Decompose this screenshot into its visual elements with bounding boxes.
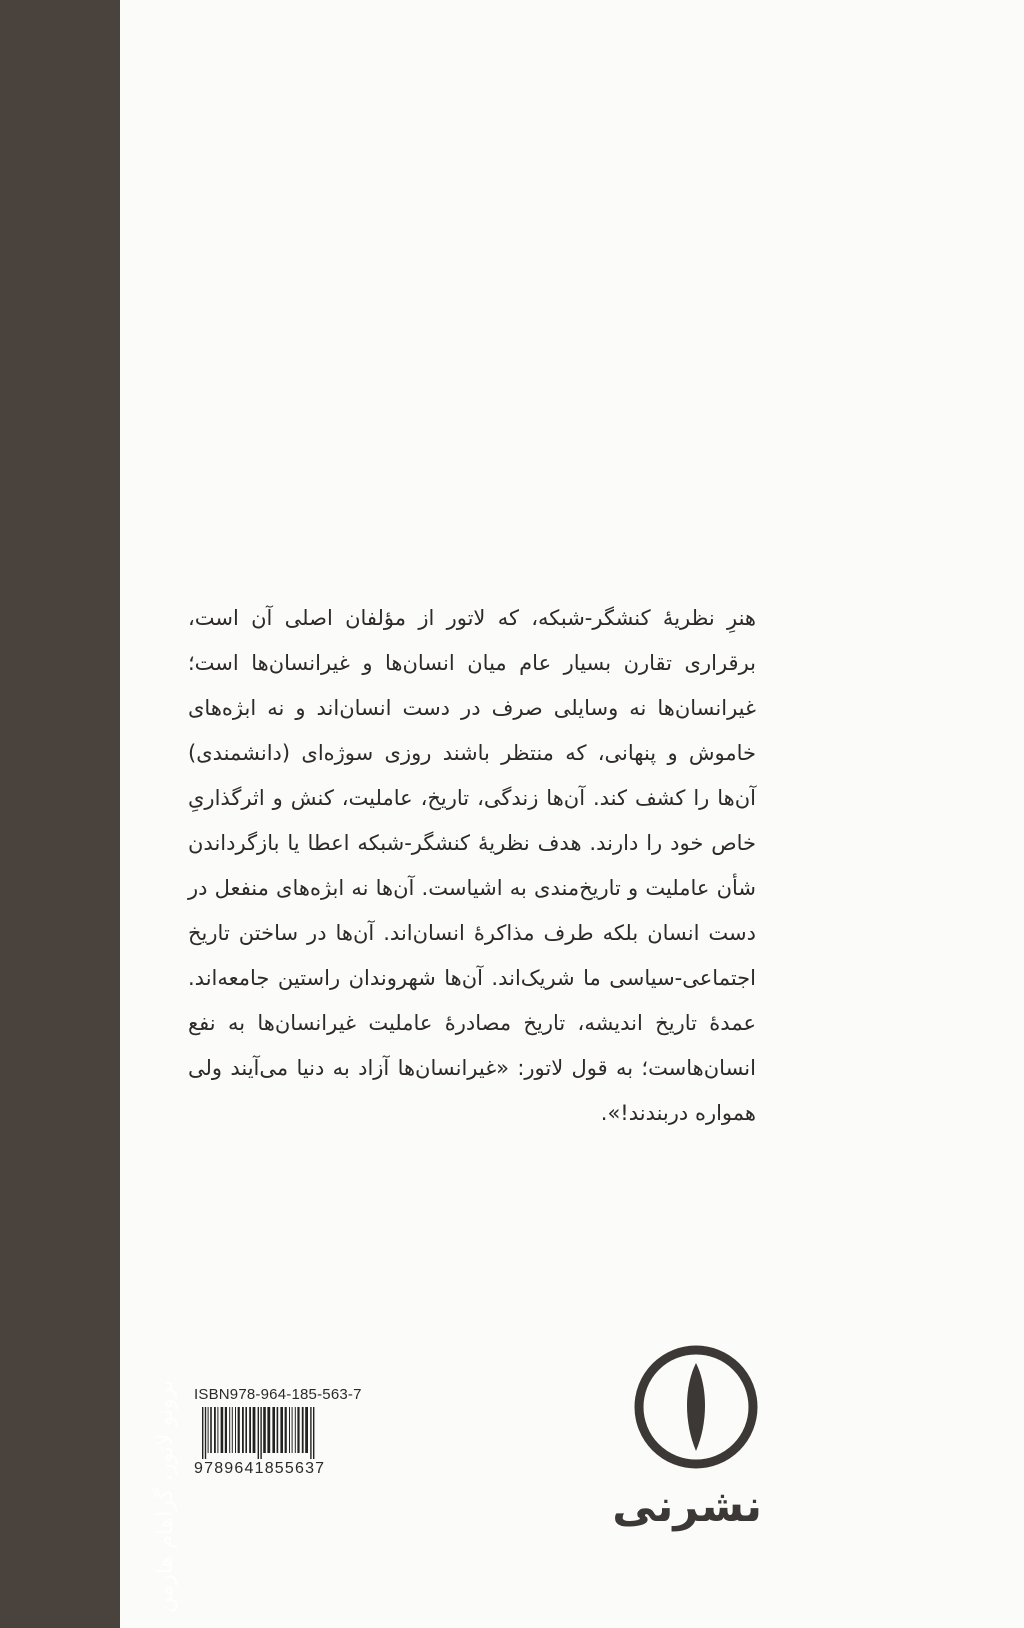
barcode-bar xyxy=(232,1407,233,1453)
barcode-bar xyxy=(202,1407,203,1459)
barcode-bar xyxy=(272,1407,275,1453)
barcode-bar xyxy=(277,1407,279,1453)
isbn-barcode xyxy=(194,1387,384,1477)
barcode-bar xyxy=(258,1407,259,1459)
barcode-bar xyxy=(229,1407,230,1453)
barcode-bar xyxy=(242,1407,244,1453)
barcode-bar xyxy=(245,1407,247,1453)
ean-digits: 9789641855637 xyxy=(194,1460,326,1477)
barcode-bar xyxy=(305,1407,308,1453)
barcode-bar xyxy=(302,1407,304,1453)
barcode-bar xyxy=(285,1407,287,1453)
barcode-bar xyxy=(267,1407,270,1453)
publisher-logo xyxy=(612,1343,762,1543)
barcode-bar xyxy=(313,1407,314,1459)
barcode-bar xyxy=(225,1407,227,1453)
barcode-bar xyxy=(289,1407,290,1453)
barcode-bar xyxy=(238,1407,240,1453)
spine-author-text: برونو لاتور، گراهام هارمن xyxy=(153,1380,178,1614)
barcode-bar xyxy=(214,1407,216,1453)
barcode-bar xyxy=(221,1407,224,1453)
barcode-bar xyxy=(205,1407,206,1459)
barcode-bars xyxy=(202,1407,377,1459)
barcode-bar xyxy=(208,1407,209,1453)
barcode-bar xyxy=(260,1407,261,1459)
barcode-bar xyxy=(253,1407,256,1453)
barcode-bar xyxy=(297,1407,299,1453)
barcode-bar xyxy=(295,1407,296,1453)
reed-in-circle-icon xyxy=(632,1343,760,1471)
barcode-bar xyxy=(217,1407,218,1453)
barcode-bar xyxy=(280,1407,283,1453)
barcode-bar xyxy=(263,1407,266,1453)
barcode-bar xyxy=(210,1407,212,1453)
isbn-label: ISBN978-964-185-563-7 xyxy=(194,1386,362,1403)
barcode-bar xyxy=(235,1407,236,1453)
barcode-bar xyxy=(310,1407,311,1459)
barcode-bar xyxy=(249,1407,251,1453)
publisher-name: نشرنی xyxy=(612,1481,762,1532)
back-cover-blurb: هنرِ نظریهٔ کنشگر-شبکه، که لاتور از مؤلفان اصلی آن است، برقراری تقارن بسیار عام میان انسان‌ها و غیرانسان‌ها است؛ غیرانسان‌ها نه وسایلی صرف در دست انسان‌اند و نه ابژه‌های خاموش و پنهانی، که منتظر باشند روزی سوژه‌ای (دانشمندی) آن‌ها را کشف کند. آن‌ها زندگی، تاریخ، عاملیت، کنش و اثرگذاریِ خاص خود را دارند. هدف نظریهٔ کنشگر-شبکه اعطا یا بازگرداندن شأن عاملیت و تاریخ‌مندی به اشیاست. آن‌ها نه ابژه‌های منفعل در دست انسان بلکه طرف مذاکرهٔ انسان‌اند. آن‌ها در ساختن تاریخ اجتماعی-سیاسی ما شریک‌اند. آن‌ها شهروندان راستین جامعه‌اند. عمدهٔ تاریخ اندیشه، تاریخ مصادرهٔ عاملیت غیرانسان‌ها به نفع انسان‌هاست؛ به قول لاتور: «غیرانسان‌ها آزاد به دنیا می‌آیند ولی همواره دربندند!». xyxy=(188,606,756,1125)
book-spine xyxy=(0,0,178,1628)
barcode-bar xyxy=(292,1407,293,1453)
